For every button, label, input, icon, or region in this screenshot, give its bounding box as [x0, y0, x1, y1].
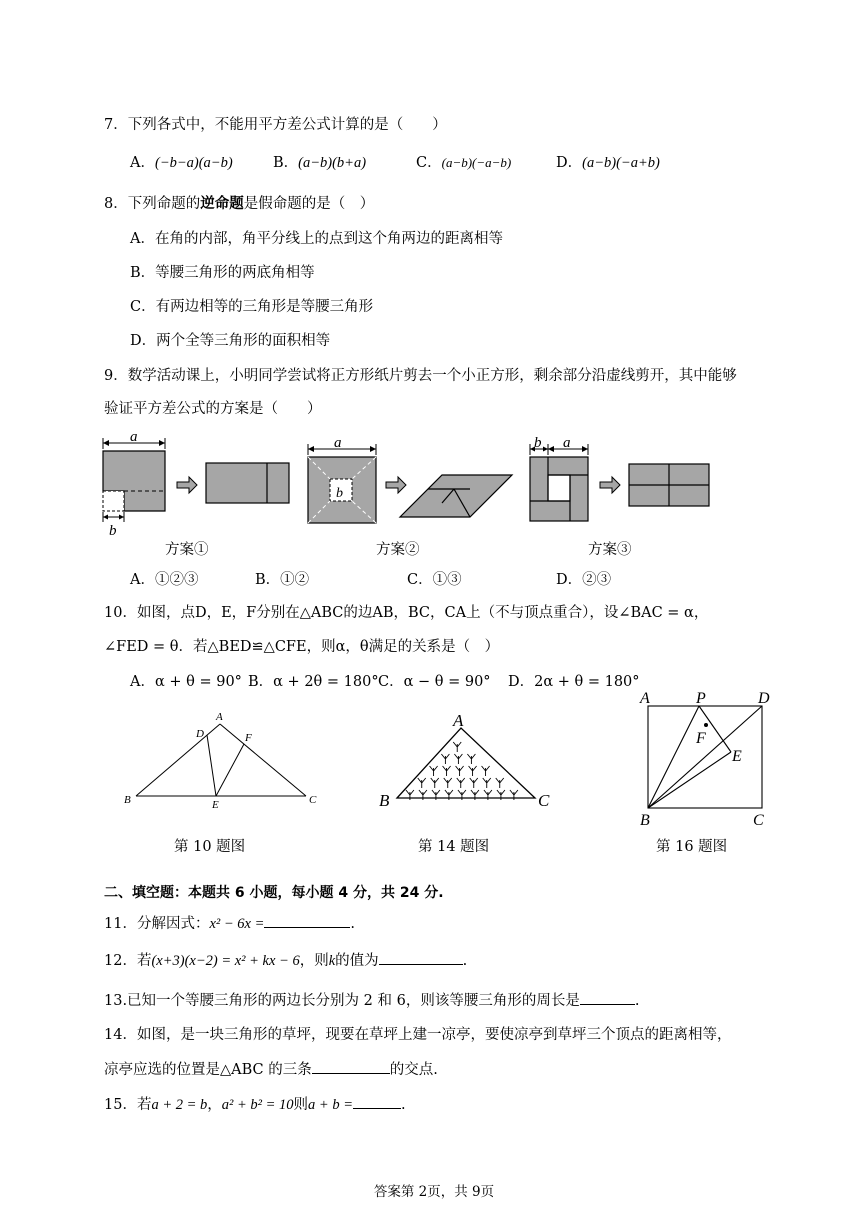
scheme3-label-b: b: [534, 435, 542, 451]
q12-post-text: 的值为: [335, 953, 379, 969]
grass-tuft-icon: [441, 754, 449, 764]
fig16-segment-bp: [648, 706, 699, 808]
q9-scheme2-figure: [300, 435, 530, 545]
fig16-label-d: D: [758, 690, 770, 707]
fig16-label-f: F: [696, 730, 706, 747]
scheme1-removed-square: [103, 491, 124, 511]
q10-option-a: A．α + θ = 90°: [130, 674, 242, 690]
q7-option-d-expr: (a−b)(−a+b): [582, 155, 660, 171]
fig10-triangle: [120, 708, 330, 813]
q7-option-a: [130, 151, 233, 172]
scheme2-label-b: b: [336, 486, 343, 501]
q14-line2-pre: 凉亭应选的位置是△ABC 的三条: [104, 1062, 312, 1078]
q8-stem-post: 是假命题的是（ ）: [243, 196, 375, 212]
q12-expr: (x+3)(x−2) = x² + kx − 6: [151, 953, 300, 969]
q12-post: .: [462, 953, 468, 969]
q8-option-a: A．在角的内部，角平分线上的点到这个角两边的距离相等: [130, 231, 503, 247]
fig14-grass-icon: [406, 742, 518, 800]
q10-option-b: B．α + 2θ = 180°: [248, 674, 379, 690]
q9-option-d: D．②③: [556, 572, 612, 588]
grass-tuft-icon: [469, 766, 477, 776]
scheme2-result-parallelogram: [400, 475, 512, 517]
q11-pre: 11．分解因式：: [104, 916, 210, 932]
q7-option-d: [556, 151, 660, 172]
q15-expr1: a + 2 = b: [151, 1097, 208, 1113]
q15-post: .: [401, 1097, 406, 1113]
scheme3-label-a: a: [563, 435, 571, 451]
q7-option-b-expr: (a−b)(b+a): [298, 155, 367, 171]
q11-answer-blank[interactable]: [264, 913, 350, 928]
q10-stem-line1: 10．如图，点D，E，F分别在△ABC的边AB，BC，CA上（不与顶点重合），设∠BAC = α，: [104, 605, 709, 621]
q9-scheme1-caption: 方案①: [165, 542, 209, 558]
q8-stem-pre: 8．下列命题的: [104, 196, 201, 212]
q12-k: k: [328, 953, 336, 969]
q8-stem: [104, 192, 374, 213]
q7-option-a-key: A．: [130, 155, 155, 171]
q13-text: 13.已知一个等腰三角形的两边长分别为 2 和 6，则该等腰三角形的周长是: [104, 993, 580, 1009]
q14-answer-blank[interactable]: [312, 1059, 390, 1074]
fig16-rectangle: [635, 686, 785, 831]
fig16-label-b: B: [640, 812, 650, 829]
scheme3-dimension-b: [530, 435, 548, 455]
q7-option-c-expr: (a−b)(−a−b): [441, 155, 512, 170]
q12-answer-blank[interactable]: [379, 950, 463, 965]
q9-option-a: A．①②③: [130, 572, 199, 588]
scheme1-dimension-b: [103, 512, 124, 539]
q10-option-c: C．α − θ = 90°: [378, 674, 491, 690]
q7-option-a-expr: (−b−a)(a−b): [154, 155, 233, 171]
grass-tuft-icon: [443, 766, 451, 776]
q14-line2-post: 的交点.: [389, 1062, 438, 1078]
grass-tuft-icon: [467, 754, 475, 764]
q13-post: .: [634, 993, 640, 1009]
q12-pre: 12．若: [104, 953, 152, 969]
q7-option-c: [416, 151, 511, 172]
scheme1-arrow-icon: [177, 477, 197, 493]
q14-line2: [104, 1058, 438, 1079]
fig16-label-p: P: [696, 690, 706, 707]
fig16-segment-bd: [648, 706, 762, 808]
q15-expr2: a² + b² = 10: [221, 1097, 294, 1113]
grass-tuft-icon: [482, 766, 490, 776]
q9-scheme3-figure: [522, 435, 722, 545]
page-footer: 答案第 2页，共 9页: [373, 1184, 495, 1200]
grass-tuft-icon: [457, 778, 465, 788]
fig16-label-a: A: [640, 690, 650, 707]
q8-option-b: B．等腰三角形的两底角相等: [130, 265, 315, 281]
scheme2-label-a: a: [334, 435, 342, 451]
fig10-label-f: F: [245, 732, 252, 744]
q8-option-c: C．有两边相等的三角形是等腰三角形: [130, 299, 374, 315]
scheme1-label-b: b: [109, 523, 117, 539]
fig10-caption: 第 10 题图: [174, 839, 246, 855]
q7-option-c-key: C．: [416, 155, 442, 171]
scheme3-dimension-a: [548, 435, 588, 455]
scheme3-result-rect: [629, 464, 709, 506]
grass-tuft-icon: [483, 778, 491, 788]
scheme2-dimension-a: [308, 435, 376, 455]
q15-mid: 则: [293, 1097, 309, 1113]
q9-scheme2-caption: 方案②: [376, 542, 420, 558]
q15-sep: ，: [207, 1097, 222, 1113]
q14-line1: 14．如图，是一块三角形的草坪，现要在草坪上建一凉亭，要使凉亭到草坪三个顶点的距离相等，: [104, 1027, 732, 1043]
q9-stem-line2: 验证平方差公式的方案是（ ）: [104, 401, 322, 417]
grass-tuft-icon: [453, 742, 461, 752]
fig10-label-e: E: [212, 799, 219, 811]
grass-tuft-icon: [470, 778, 478, 788]
q7-option-b-key: B．: [273, 155, 299, 171]
fig16-label-e: E: [732, 748, 742, 765]
fig10-label-d: D: [196, 728, 204, 740]
q11-expr: x² − 6x =: [209, 916, 265, 932]
fig14-label-c: C: [538, 791, 550, 810]
q9-scheme3-caption: 方案③: [588, 542, 632, 558]
fig10-segment-de: [207, 735, 216, 796]
q13-answer-blank[interactable]: [580, 990, 635, 1005]
fig14-triangle: [397, 728, 535, 798]
scheme1-result-rect: [206, 463, 289, 503]
scheme1-label-a: a: [130, 429, 138, 445]
grass-tuft-icon: [430, 766, 438, 776]
fig10-label-a: A: [216, 711, 223, 723]
fig14-caption: 第 14 题图: [418, 839, 490, 855]
grass-tuft-icon: [418, 778, 426, 788]
q9-stem-line1: 9．数学活动课上，小明同学尝试将正方形纸片剪去一个小正方形，剩余部分沿虚线剪开，其中能够: [104, 368, 737, 384]
fig14-label-b: B: [379, 791, 390, 810]
fig14-lawn-triangle: [375, 710, 575, 815]
q8-option-d: D．两个全等三角形的面积相等: [130, 333, 331, 349]
q15: [104, 1093, 406, 1114]
fig14-label-a: A: [453, 711, 464, 730]
fig10-side-ac: [220, 724, 306, 796]
grass-tuft-icon: [444, 778, 452, 788]
q12-mid: ，则: [299, 953, 329, 969]
scheme1-dimension-a: [103, 429, 165, 449]
q8-stem-bold: 逆命题: [200, 195, 244, 212]
scheme2-arrow-icon: [386, 477, 406, 493]
grass-tuft-icon: [496, 778, 504, 788]
grass-tuft-icon: [454, 754, 462, 764]
scheme3-frame: [530, 457, 588, 521]
fig16-caption: 第 16 题图: [656, 839, 728, 855]
q12: [104, 949, 467, 970]
q11-post: .: [350, 916, 355, 932]
fig16-point-f: [704, 723, 708, 727]
section2-heading: 二、填空题：本题共 6 小题，每小题 4 分，共 24 分.: [104, 885, 444, 901]
fig10-label-c: C: [309, 794, 317, 806]
q15-expr3: a + b =: [308, 1097, 353, 1113]
q7-option-b: [273, 151, 366, 172]
scheme3-arrow-icon: [600, 477, 620, 493]
q7-stem: 7．下列各式中，不能用平方差公式计算的是（ ）: [104, 117, 447, 133]
q13: [104, 989, 639, 1010]
q9-scheme1-figure: [95, 429, 295, 545]
q11: [104, 912, 355, 933]
grass-tuft-icon: [431, 778, 439, 788]
q9-option-b: B．①②: [255, 572, 310, 588]
q10-option-d: D．2α + θ = 180°: [508, 674, 640, 690]
q9-option-c: C．①③: [407, 572, 462, 588]
fig10-segment-ef: [216, 744, 244, 796]
fig10-label-b: B: [124, 794, 131, 806]
fig10-side-ab: [136, 724, 220, 796]
fig16-label-c: C: [753, 812, 764, 829]
q15-pre: 15．若: [104, 1097, 152, 1113]
grass-tuft-icon: [456, 766, 464, 776]
q7-option-d-key: D．: [556, 155, 583, 171]
q15-answer-blank[interactable]: [353, 1094, 401, 1109]
fig16-segment-be: [648, 752, 731, 808]
q10-stem-line2: ∠FED = θ．若△BED≌△CFE，则α，θ满足的关系是（ ）: [104, 639, 500, 655]
